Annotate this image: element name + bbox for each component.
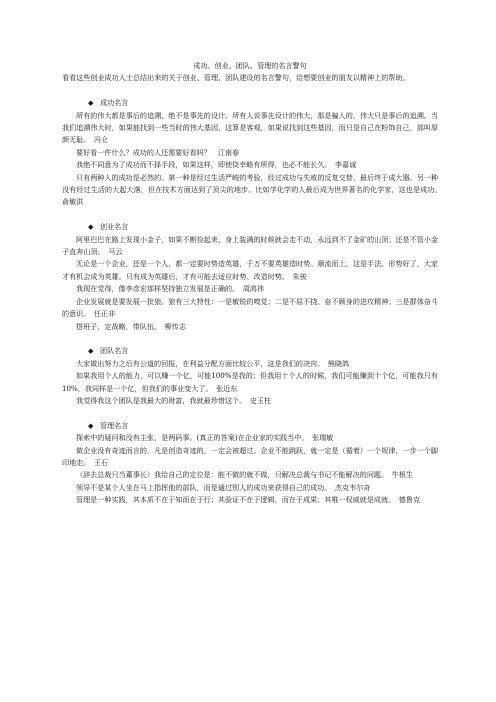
quote-paragraph: 领导不是某个人坐在马上指挥他的部队，而是通过别人的成功来获得自己的成功。 杰克韦尔奇: [76, 482, 371, 492]
section-heading-team: ◆ 团队名言: [62, 345, 438, 357]
quote-paragraph: 企业发展就是要发展一批狼。狼有三大特性：一是敏锐的嗅觉；二是不屈不挠、奋不顾身的进攻精神；三是群体奋斗的意识。 任正非: [62, 296, 438, 319]
spacer: [62, 407, 438, 419]
quote-paragraph: 如果我用个人的能力，可以赚一个亿，可能100%是我的；但我用十个人的时候，我们可能赚到十个亿，可能我只有10%，我同样是一个亿，但我们的事业变大了。 张近东: [62, 371, 438, 393]
document-page: [62, 60, 446, 507]
quote-paragraph: （辞去总裁只当董事长）我给自己的定位是：能不做的就不做，只解决总裁与书记不能解决的问题。 牛根生: [76, 470, 413, 480]
diamond-bullet-icon: ◆: [88, 346, 94, 356]
spacer: [62, 85, 438, 97]
diamond-bullet-icon: ◆: [88, 420, 94, 430]
document-title: 成功、创业、团队、管理的名言警句: [193, 61, 307, 70]
quote-paragraph: 我现在觉得，像李彦宏那样坚持独立发展是正确的。 周鸿祎: [76, 284, 264, 294]
quote-paragraph: 做企业没有奇迹而言的，凡是创造奇迹的，一定会被超过。企业不能跳跃，就一定是（循着）一个规律，一步一个脚印地走。 王石: [62, 445, 438, 467]
section-heading-success: ◆ 成功名言: [62, 97, 438, 109]
diamond-bullet-icon: ◆: [88, 98, 94, 108]
quote-paragraph: 阿里巴巴在路上发现小金子，如果不断捡起来，身上装满的时候就会走不动，永远到不了金矿的山顶；还是不管小金子直奔山顶。 马云: [62, 234, 438, 257]
section-heading-startup: ◆ 创业名言: [62, 221, 438, 233]
quote-paragraph: 要好看一件什么？成功的人还需要好看吗？ 江南春: [76, 147, 240, 157]
quote-paragraph: 我绝不同意为了成功而不择手段，如果这样，即使侥幸略有所得，也必不能长久。 李嘉诚: [76, 160, 357, 170]
spacer: [62, 209, 438, 221]
quote-paragraph: 管理是一种实践，其本质不在于知而在于行；其验证不在于逻辑，而在于成果；其唯一权威就是成就。 德鲁克: [76, 495, 421, 505]
section-heading-management: ◆ 管理名言: [62, 420, 438, 432]
quote-paragraph: 大家做出努力之后有公道的回报，在利益分配方面比较公平，这是我们的决窍。 熊晓鸽: [76, 358, 350, 368]
quote-paragraph: 无论是一个企业，还是一个人，都一定要时势造英雄，千万不要英雄造时势。顺流而上，这是手法、形势好了，大家才有机会成为英雄。只有成为英雄后，才有可能去适应时势、改造时势。 朱骏: [62, 259, 438, 281]
intro-paragraph: 看看这些创业成功人士总结出来的关于创业、管理、团队建设的名言警句，给想要创业的朋友以精神上的帮助。: [62, 73, 410, 83]
quote-paragraph: 探索中的疑问和没有主张，是两码事。(真正的答案)在企业家的实践当中。 张瑞敏: [76, 433, 334, 443]
quote-paragraph: 所有的伟大都是事后的追溯，绝不是事先的设计。所有人说事先设计的伟大，那是骗人的，伟大只是事后的追溯。当我们追溯伟大时，如果能找到一些当时的伟大基因，这算是客观，如果说找到这些基因，而只是自己在粉饰自己，那叫厚颜无耻。 冯仑: [62, 110, 438, 145]
diamond-bullet-icon: ◆: [88, 222, 94, 232]
quote-paragraph: 搭班子，定战略，带队伍。 柳传志: [76, 321, 186, 331]
spacer: [62, 333, 438, 345]
quote-paragraph: 只有两种人的成功是必然的。第一种是经过生活严峻的考验，经过成功与失败的反复交替，最后终于成大器。另一种没有经过生活的大起大落，但在技术方面达到了顶尖的地步。比如学化学的人最后成为世界著名的化学家，这也是成功。 俞敏洪: [62, 172, 446, 207]
quote-paragraph: 我觉得我这个团队是我最大的财富，我就最珍惜这个。 史玉柱: [76, 395, 272, 405]
